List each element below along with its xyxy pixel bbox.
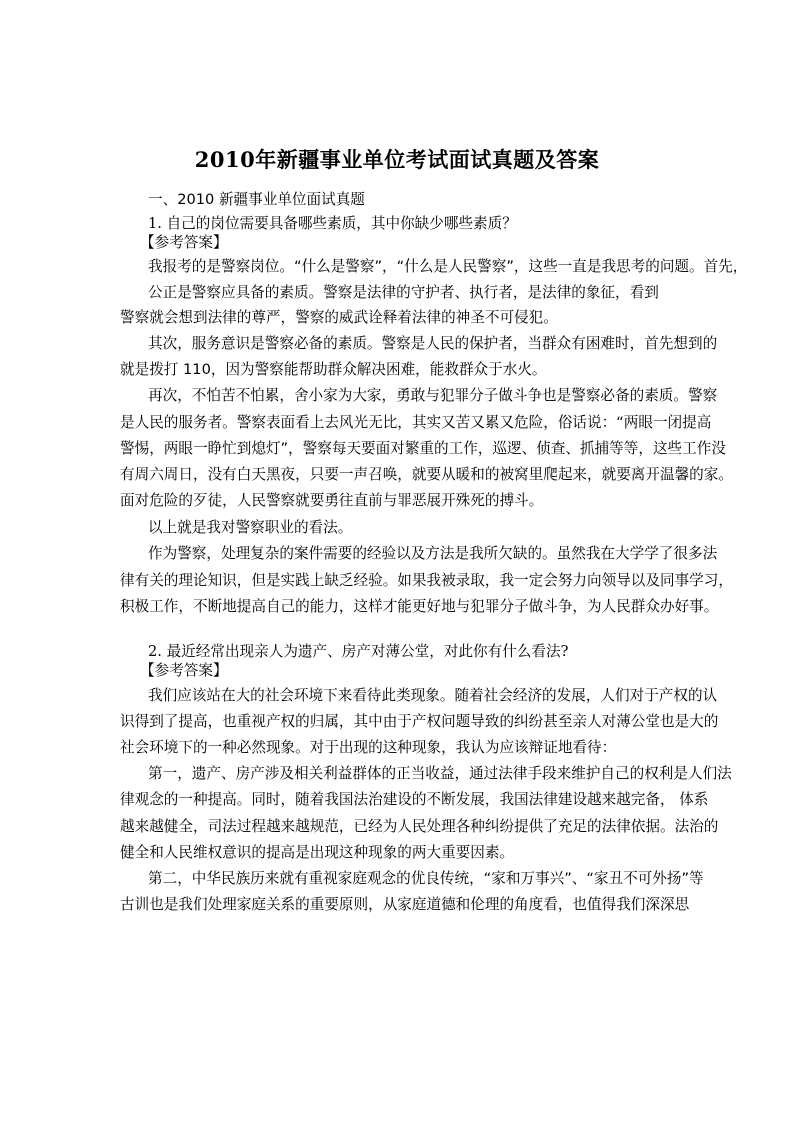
answer-1-line: 其次，服务意识是警察必备的素质。警察是人民的保护者，当群众有困难时，首先想到的 [148,335,718,352]
answer-2-line: 健全和人民维权意识的提高是出现这种现象的两大重要因素。 [120,844,515,861]
answer-label-1: 【参考答案】 [140,234,228,251]
question-1: 1. 自己的岗位需要具备哪些素质，其中你缺少哪些素质？ [148,215,517,232]
answer-1-line: 面对危险的歹徒，人民警察就要勇往直前与罪恶展开殊死的搏斗。 [120,492,544,509]
answer-2-line: 社会环境下的一种必然现象。对于出现的这种现象，我认为应该辩证地看待： [120,739,617,756]
answer-2-line: 我们应该站在大的社会环境下来看待此类现象。随着社会经济的发展，人们对于产权的认 [148,687,718,704]
answer-2-line: 律观念的一种提高。同时，随着我国法治建设的不断发展，我国法律建设越来越完备， 体系 [120,791,709,808]
answer-2-line: 古训也是我们处理家庭关系的重要原则，从家庭道德和伦理的角度看，也值得我们深深思 [120,896,690,913]
answer-1-line: 作为警察，处理复杂的案件需要的经验以及方法是我所欠缺的。虽然我在大学学了很多法 [148,545,718,562]
page-title: 2010年新疆事业单位考试面试真题及答案 [194,147,600,172]
answer-label-2: 【参考答案】 [140,662,228,679]
answer-1-line: 就是拨打 110，因为警察能帮助群众解决困难，能救群众于水火。 [120,361,547,378]
section-heading: 一、2010 新疆事业单位面试真题 [148,191,365,208]
answer-2-line: 第二，中华民族历来就有重视家庭观念的优良传统，“家和万事兴”、“家丑不可外扬”等 [148,870,704,887]
answer-1-line: 有周六周日，没有白天黑夜，只要一声召唤，就要从暖和的被窝里爬起来，就要离开温馨的家。 [120,466,733,483]
answer-1-line: 警察就会想到法律的尊严，警察的威武诠释着法律的神圣不可侵犯。 [120,309,558,326]
answer-1-line: 以上就是我对警察职业的看法。 [148,519,353,536]
answer-1-line: 积极工作，不断地提高自己的能力，这样才能更好地与犯罪分子做斗争，为人民群众办好事。 [120,598,719,615]
answer-2-line: 识得到了提高，也重视产权的归属，其中由于产权问题导致的纠纷甚至亲人对薄公堂也是大的 [120,713,719,730]
answer-1-line: 再次，不怕苦不怕累，舍小家为大家，勇敢与犯罪分子做斗争也是警察必备的素质。警察 [148,387,718,404]
answer-1-line: 律有关的理论知识，但是实践上缺乏经验。如果我被录取，我一定会努力向领导以及同事学习， [120,572,733,589]
answer-2-line: 越来越健全，司法过程越来越规范，已经为人民处理各种纠纷提供了充足的法律依据。法治的 [120,818,719,835]
answer-1-line: 警惕，两眼一睁忙到熄灯”，警察每天要面对繁重的工作，巡逻、侦查、抓捕等等，这些工作没 [120,440,726,457]
answer-1-line: 我报考的是警察岗位。“什么是警察”，“什么是人民警察”，这些一直是我思考的问题。首先， [148,258,748,275]
answer-2-line: 第一，遗产、房产涉及相关利益群体的正当收益，通过法律手段来维护自己的权利是人们法 [148,765,732,782]
answer-1-line: 是人民的服务者。警察表面看上去风光无比，其实又苦又累又危险，俗话说：“两眼一闭提高 [120,414,712,431]
question-2: 2. 最近经常出现亲人为遗产、房产对薄公堂，对此你有什么看法? [148,643,569,660]
answer-1-line: 公正是警察应具备的素质。警察是法律的守护者、执行者，是法律的象征，看到 [148,284,659,301]
